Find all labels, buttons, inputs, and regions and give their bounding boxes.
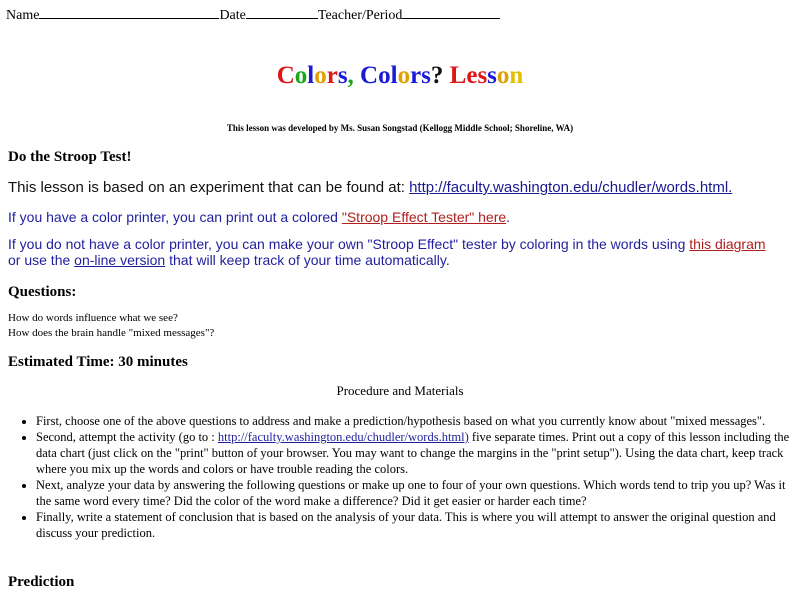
date-label: Date [219, 8, 246, 23]
title-letter: o [397, 62, 411, 89]
student-info-line [6, 6, 500, 24]
questions-heading: Questions: [8, 284, 77, 300]
stroop-heading: Do the Stroop Test! [8, 149, 132, 165]
printer-end: . [506, 209, 511, 225]
step-text: Second, attempt the activity (go to : [36, 430, 218, 444]
question-item: How do words influence what we see? [8, 312, 178, 324]
procedure-step [36, 477, 790, 509]
title-letter: o [314, 62, 327, 89]
step-text: First, choose one of the above questions to address and make a prediction/hypothesis based on what you currently know about "mixed messages". [36, 414, 766, 428]
lesson-source-link[interactable]: http://faculty.washington.edu/chudler/words.html. [409, 179, 733, 196]
title-letter: ? [430, 62, 450, 89]
procedure-step [36, 429, 790, 477]
procedure-step [36, 509, 790, 541]
step-text: five separate times. Print out a copy of this lesson including the data chart (just click on the "print" button of your browser. You may want to change the margins in the "print setup"). Using the data chart, keep track where you mix up the words and colors or have trouble reading the colors. [36, 430, 790, 476]
procedure-step [36, 413, 790, 429]
lesson-source-text: This lesson is based on an experiment that can be found at: [8, 179, 410, 196]
stroop-tester-link[interactable]: "Stroop Effect Tester" here [341, 209, 507, 225]
diagram-link[interactable]: this diagram [689, 236, 766, 252]
no-printer-end: that will keep track of your time automatically. [165, 252, 450, 268]
step-text: Next, analyze your data by answering the following questions or make up one to four of your own questions. Which words tend to trip you up? Was it the same word every time? Did the color of the word make a difference? Did it get easier or harder each time? [36, 478, 786, 508]
title-letter: r [326, 62, 338, 89]
credit-line: This lesson was developed by Ms. Susan Songstad (Kellogg Middle School; Shoreline, WA) [226, 123, 574, 133]
name-blank[interactable] [39, 6, 219, 19]
teacher-period-blank[interactable] [402, 6, 500, 19]
procedure-list [0, 413, 790, 541]
online-version-link[interactable]: on-line version [74, 252, 166, 268]
title-letter: e [466, 62, 478, 89]
words-activity-link[interactable]: http://faculty.washington.edu/chudler/words.html) [217, 430, 469, 444]
title-letter: rs [410, 62, 431, 89]
printer-line [8, 209, 510, 225]
title-letter: o [294, 62, 308, 89]
step-text: Finally, write a statement of conclusion that is based on the analysis of your data. This is where you will attempt to answer the original question and discuss your prediction. [36, 510, 776, 540]
question-item: How does the brain handle "mixed messages"? [8, 327, 215, 339]
title-letter: s [487, 62, 497, 89]
title-letter: l [390, 62, 398, 89]
title-letter: o [496, 62, 510, 89]
title-letter: n [509, 62, 524, 89]
procedure-list-container [0, 413, 790, 541]
estimated-time-heading: Estimated Time: 30 minutes [8, 354, 188, 370]
title-letter: C [276, 62, 295, 89]
title-letter: s [337, 62, 348, 89]
lesson-source-line [8, 179, 732, 196]
no-printer-mid: or use the [8, 252, 75, 268]
prediction-heading: Prediction [8, 574, 75, 590]
date-blank[interactable] [246, 6, 318, 19]
page-title [0, 62, 800, 90]
printer-text: If you have a color printer, you can print out a colored [8, 209, 342, 225]
procedure-heading: Procedure and Materials [336, 383, 464, 398]
title-letter: s [477, 62, 488, 89]
no-printer-paragraph [8, 236, 778, 268]
no-printer-text: If you do not have a color printer, you can make your own "Stroop Effect" tester by coloring in the words using [8, 236, 690, 252]
title-letter: o [378, 62, 391, 89]
title-letter: l [307, 62, 315, 89]
title-letter: C [360, 62, 379, 89]
teacher-period-label: Teacher/Period [317, 8, 403, 23]
title-letter: L [449, 62, 467, 89]
title-letter: , [347, 62, 361, 89]
name-label: Name [6, 8, 40, 23]
